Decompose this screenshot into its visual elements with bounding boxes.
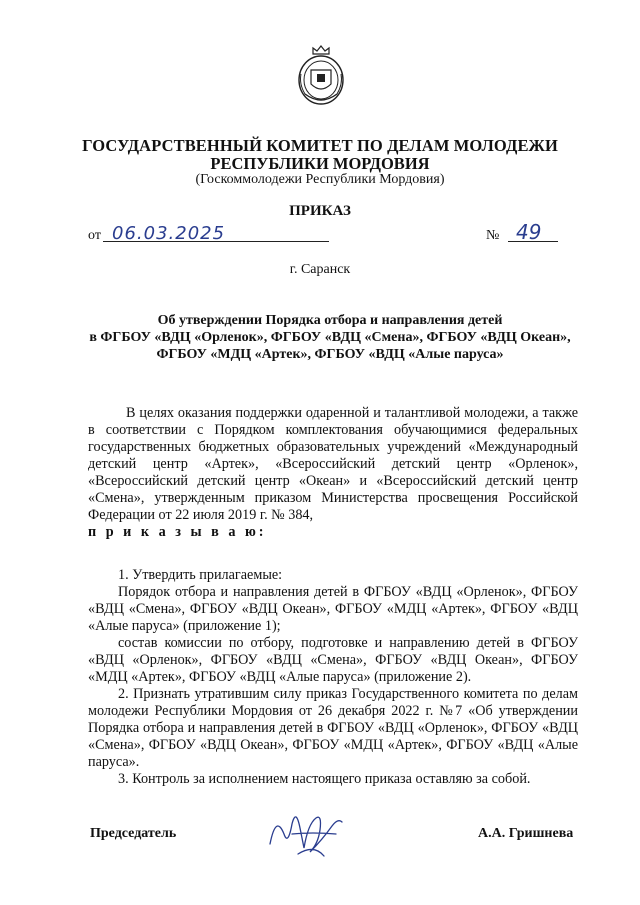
org-name-line2: РЕСПУБЛИКИ МОРДОВИЯ	[210, 154, 430, 173]
decree-word: п р и к а з ы в а ю:	[88, 524, 267, 540]
intro-text: В целях оказания поддержки одаренной и талантливой молодежи, а также в соответствии с Порядком комплектования обучающимися федеральных государственных бюджетных образовательных учреждений «Международный детский центр «Артек», «Всероссийский детский центр «Орленок», «Всероссийский детский центр «Океан» и «Всероссийский детский центр «Смена», утвержденным приказом Министерства просвещения Российской Федерации от 22 июля 2019 г. № 384,	[88, 405, 578, 523]
item-1: 1. Утвердить прилагаемые:	[118, 567, 283, 583]
item-3: 3. Контроль за исполнением настоящего приказа оставляю за собой.	[118, 771, 531, 787]
signer-name: А.А. Гришнева	[478, 826, 574, 841]
org-name-line1: ГОСУДАРСТВЕННЫЙ КОМИТЕТ ПО ДЕЛАМ МОЛОДЕЖИ	[82, 136, 558, 155]
city: г. Саранск	[289, 262, 351, 277]
item-2: 2. Признать утратившим силу приказ Государственного комитета по делам молодежи Республики Мордовия от 26 декабря 2022 г. №7 «Об утверждении Порядка отбора и направления детей в ФГБОУ «ВДЦ «Орленок», ФГБОУ «ВДЦ «Смена», ФГБОУ «ВДЦ Океан», ФГБОУ «МДЦ «Артек», ФГБОУ «ВДЦ «Алые паруса».	[88, 686, 578, 770]
item-1-a: Порядок отбора и направления детей в ФГБОУ «ВДЦ «Орленок», ФГБОУ «ВДЦ «Смена», ФГБОУ «ВДЦ Океан», ФГБОУ «МДЦ «Артек», ФГБОУ «ВДЦ «Алые паруса» (приложение 1);	[88, 584, 578, 634]
org-short-name: (Госкоммолодежи Республики Мордовия)	[195, 172, 445, 187]
subject-line1: Об утверждении Порядка отбора и направления детей	[157, 313, 503, 328]
subject-line3: ФГБОУ «МДЦ «Артек», ФГБОУ «ВДЦ «Алые паруса»	[156, 347, 504, 362]
order-title: ПРИКАЗ	[289, 203, 351, 219]
order-subject	[80, 312, 580, 363]
handwritten-number: 49	[516, 220, 542, 244]
number-prefix: №	[486, 228, 500, 243]
coat-of-arms-emblem	[295, 44, 347, 108]
order-items	[88, 567, 578, 788]
date-prefix: от	[88, 228, 101, 243]
handwritten-date: 06.03.2025	[112, 223, 226, 244]
subject-line2: в ФГБОУ «ВДЦ «Орленок», ФГБОУ «ВДЦ «Смена», ФГБОУ «ВДЦ Океан»,	[89, 330, 571, 345]
signer-position: Председатель	[90, 826, 177, 841]
order-date-number-row	[88, 222, 558, 244]
intro-paragraph	[88, 405, 578, 541]
item-1-b: состав комиссии по отбору, подготовке и направлению детей в ФГБОУ «ВДЦ «Орленок», ФГБОУ «ВДЦ «Смена», ФГБОУ «ВДЦ Океан», ФГБОУ «МДЦ «Артек», ФГБОУ «ВДЦ «Алые паруса» (приложение 2).	[88, 635, 578, 685]
handwritten-signature	[262, 804, 352, 862]
